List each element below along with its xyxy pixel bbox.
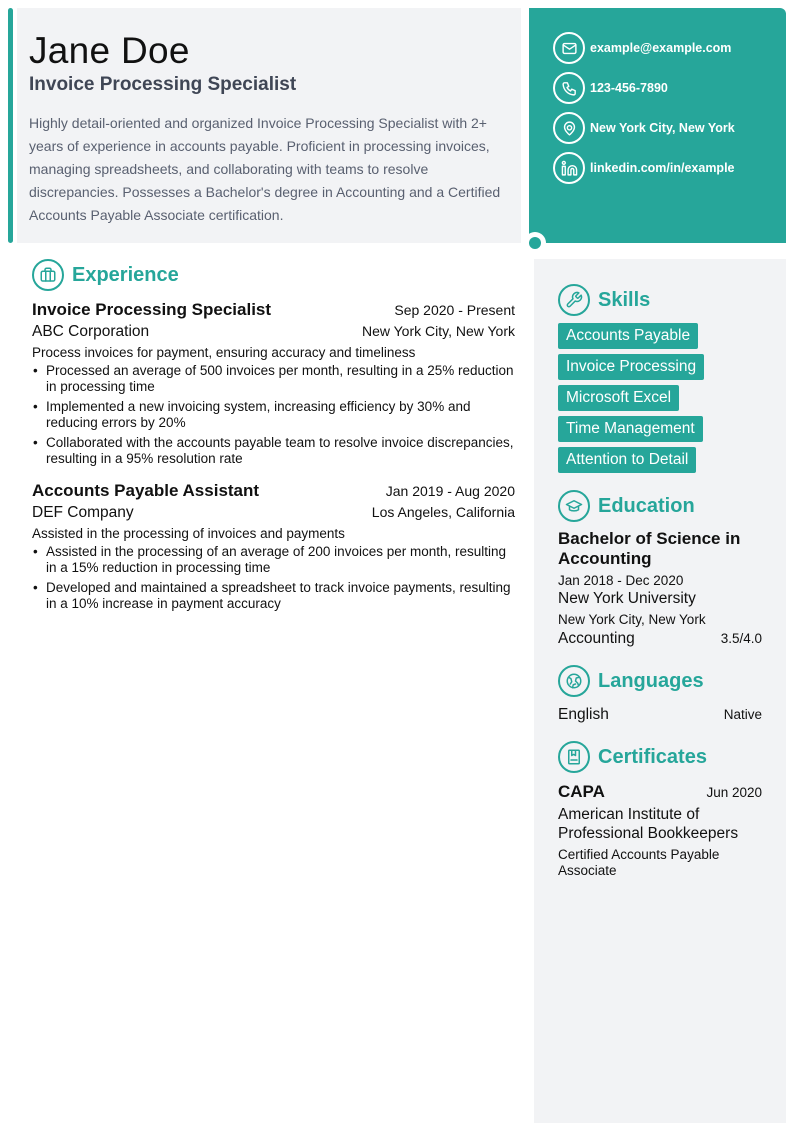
job-entry — [32, 300, 515, 467]
contact-linkedin[interactable] — [553, 152, 786, 184]
job-location: Los Angeles, California — [371, 504, 515, 520]
contact-linkedin-text: linkedin.com/in/example — [590, 161, 735, 175]
education-school: New York University — [558, 590, 696, 607]
skill-tag: Time Management — [558, 416, 703, 442]
certificate-organization: American Institute of Professional Bookkeepers — [558, 806, 739, 842]
education-dates: Jan 2018 - Dec 2020 — [558, 573, 684, 588]
job-dates: Jan 2019 - Aug 2020 — [385, 483, 515, 499]
contact-phone-text: 123-456-7890 — [590, 81, 668, 95]
certificates-title: Certificates — [598, 745, 707, 768]
graduation-cap-icon — [558, 490, 590, 522]
globe-icon — [558, 665, 590, 697]
job-title: Invoice Processing Specialist — [32, 300, 272, 319]
skill-tag: Accounts Payable — [558, 323, 698, 349]
skill-tag: Attention to Detail — [558, 447, 696, 473]
language-level: Native — [723, 707, 762, 722]
languages-title: Languages — [598, 669, 704, 692]
email-icon — [553, 32, 585, 64]
language-row — [558, 706, 762, 724]
job-description: Process invoices for payment, ensuring accuracy and timeliness — [32, 345, 416, 360]
contact-phone[interactable] — [553, 72, 786, 104]
certificates-section — [558, 740, 762, 879]
language-name: English — [558, 706, 609, 723]
header-intro — [17, 8, 521, 243]
contact-location-text: New York City, New York — [590, 121, 735, 135]
education-heading — [558, 489, 762, 523]
certificate-icon — [558, 741, 590, 773]
skills-section — [558, 283, 762, 473]
job-bullet: • Implemented a new invoicing system, increasing efficiency by 30% and reducing errors by 20% — [32, 399, 515, 431]
skill-tag: Invoice Processing — [558, 354, 704, 380]
languages-section — [558, 664, 762, 724]
linkedin-icon — [553, 152, 585, 184]
timeline-dot — [529, 237, 541, 249]
summary: Highly detail-oriented and organized Invoice Processing Specialist with 2+ years of experience in accounts payable. Proficient in processing invoices, managing spreadsheets, and collaborating with teams to resolve discrepancies. Possesses a Bachelor's degree in Accounting and a Certified Accounts Payable Associate certification. — [29, 115, 501, 223]
experience-heading — [32, 258, 515, 292]
job-entry — [32, 481, 515, 612]
phone-icon — [553, 72, 585, 104]
certificate-description: Certified Accounts Payable Associate — [558, 847, 720, 878]
education-degree: Bachelor of Science in Accounting — [558, 529, 741, 568]
header-accent-bar — [8, 8, 13, 243]
candidate-name: Jane Doe — [29, 30, 190, 71]
certificate-date: Jun 2020 — [706, 785, 762, 800]
certificates-heading — [558, 740, 762, 774]
skills-list — [558, 323, 762, 473]
sidebar — [534, 259, 786, 1123]
job-company: ABC Corporation — [32, 323, 150, 340]
job-bullet: • Developed and maintained a spreadsheet to track invoice payments, resulting in a 10% increase in payment accuracy — [32, 580, 515, 612]
job-bullets — [32, 544, 515, 612]
contact-panel — [529, 8, 786, 243]
education-gpa: 3.5/4.0 — [720, 631, 762, 646]
job-title: Accounts Payable Assistant — [32, 481, 260, 500]
education-location: New York City, New York — [558, 612, 706, 627]
skill-tag: Microsoft Excel — [558, 385, 679, 411]
wrench-icon — [558, 284, 590, 316]
contact-location — [553, 112, 786, 144]
education-section — [558, 489, 762, 648]
job-bullet: • Assisted in the processing of an average of 200 invoices per month, resulting in a 15% reduction in processing time — [32, 544, 515, 576]
job-description: Assisted in the processing of invoices and payments — [32, 526, 345, 541]
job-dates: Sep 2020 - Present — [394, 302, 515, 318]
education-title: Education — [598, 494, 695, 517]
certificate-name: CAPA — [558, 782, 605, 801]
experience-section — [32, 258, 515, 616]
job-location: New York City, New York — [361, 323, 515, 339]
job-company: DEF Company — [32, 504, 134, 521]
job-bullets — [32, 363, 515, 467]
contact-email[interactable] — [553, 32, 786, 64]
skills-title: Skills — [598, 288, 651, 311]
contact-email-text: example@example.com — [590, 41, 732, 55]
experience-title: Experience — [72, 263, 179, 286]
education-field: Accounting — [558, 630, 635, 647]
briefcase-icon — [32, 259, 64, 291]
job-bullet: • Collaborated with the accounts payable team to resolve invoice discrepancies, resulting in a 95% resolution rate — [32, 435, 515, 467]
skills-heading — [558, 283, 762, 317]
languages-heading — [558, 664, 762, 698]
job-bullet: • Processed an average of 500 invoices per month, resulting in a 25% reduction in processing time — [32, 363, 515, 395]
candidate-title: Invoice Processing Specialist — [29, 74, 297, 95]
location-icon — [553, 112, 585, 144]
